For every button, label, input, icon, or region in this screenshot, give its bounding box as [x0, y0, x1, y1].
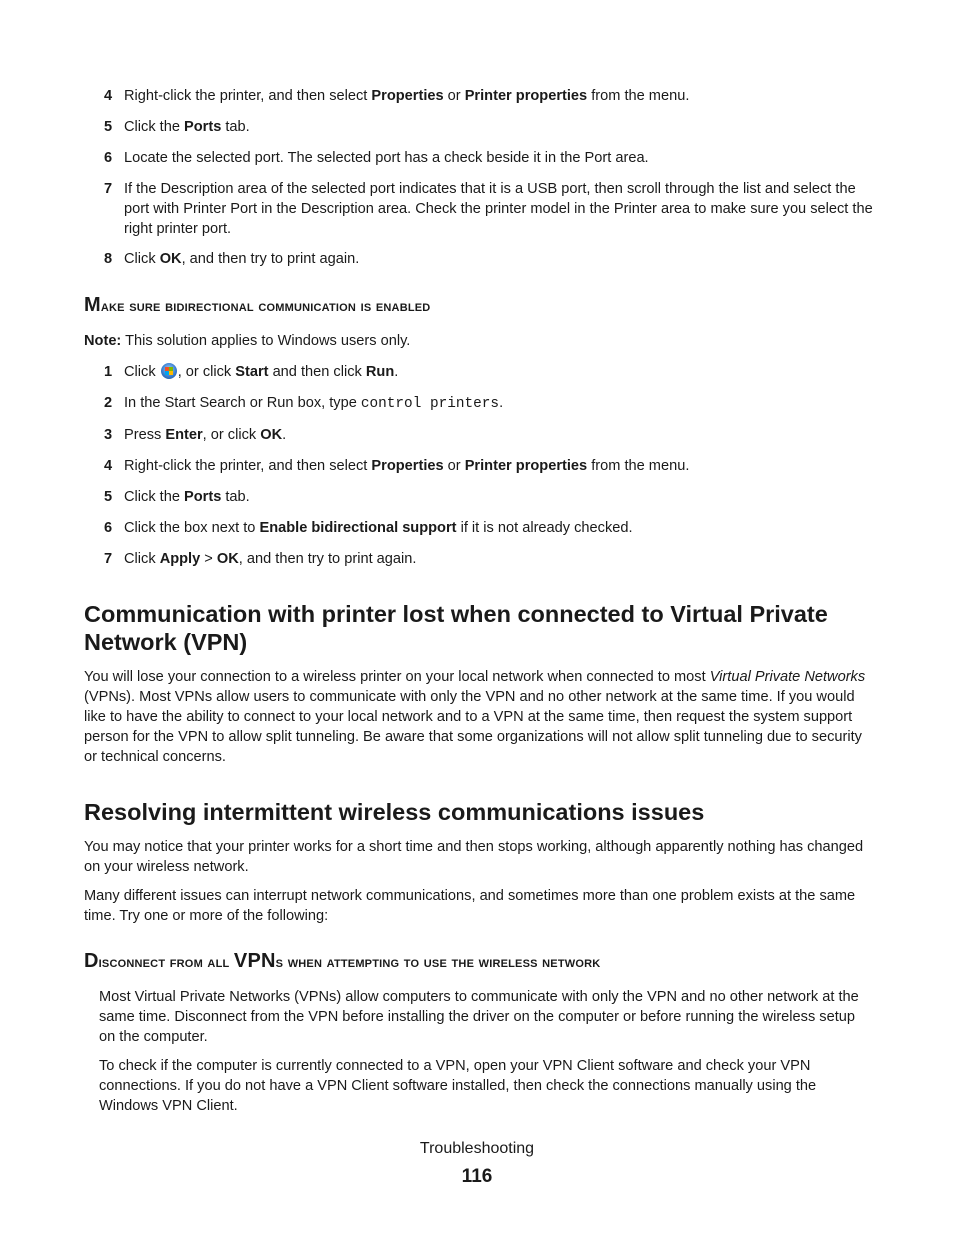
bold-run: Ports	[184, 489, 222, 505]
text-run: >	[200, 551, 217, 567]
bold-run: Enable bidirectional support	[259, 520, 457, 536]
text-run: , and then try to print again.	[181, 251, 360, 267]
step-text	[124, 487, 874, 507]
text-run: Press	[124, 427, 166, 443]
bold-run: Properties	[371, 458, 444, 474]
paragraph-disconnect-1: Most Virtual Private Networks (VPNs) allow computers to communicate with only the VPN and no other network at the same time. Disconnect from the VPN before installing the driver on the computer or before running the wireless setup on the computer.	[99, 989, 859, 1045]
text-run: Click	[124, 364, 160, 380]
heading-vpn: Communication with printer lost when connected to Virtual Private Network (VPN)	[84, 601, 828, 655]
step-text: Locate the selected port. The selected port has a check beside it in the Port area.	[124, 150, 649, 166]
heading-disconnect-vpns	[84, 950, 600, 973]
bold-run: Properties	[371, 88, 444, 104]
text-run: , or click	[202, 427, 261, 443]
step-number: 7	[104, 181, 113, 197]
text-run: .	[499, 395, 504, 411]
step-text	[124, 86, 874, 106]
text-run: from the menu.	[587, 88, 690, 104]
text-run: Click	[124, 551, 160, 567]
text-run: In the Start Search or Run box, type	[124, 395, 361, 411]
text-run: if it is not already checked.	[456, 520, 633, 536]
text-run: (VPNs). Most VPNs allow users to communicate with only the VPN and no other network at the same time. If you would like to have the ability to connect to your local network and to a VPN at the same time, then request the system support person for the VPN to allow split tunneling. Be aware that some organizations will not allow split tunneling due to security or technical concerns.	[84, 689, 862, 765]
text-run: Click the	[124, 119, 185, 135]
step-text	[124, 249, 874, 269]
text-run: and then click	[268, 364, 366, 380]
bold-run: OK	[260, 427, 283, 443]
heading-bidirectional	[84, 294, 430, 317]
text-run: from the menu.	[587, 458, 690, 474]
heading-rest: s when attempting to use the wireless network	[275, 954, 601, 971]
step-text	[124, 549, 874, 569]
step-text	[124, 518, 874, 538]
text-run: .	[282, 427, 287, 443]
text-run: or	[443, 458, 465, 474]
step-number: 5	[104, 489, 113, 505]
bold-run: Start	[235, 364, 269, 380]
note	[84, 331, 410, 351]
text-run: , or click	[177, 364, 236, 380]
windows-start-icon	[161, 363, 177, 379]
bold-run: Enter	[165, 427, 203, 443]
step-text: If the Description area of the selected port indicates that it is a USB port, then scroll through the list and select the port with Printer Port in the Description area. Check the printer model in the Printer area to make sure you select the right printer port.	[124, 181, 873, 237]
italic-run: Virtual Private Networks	[709, 669, 866, 685]
heading-initial: M	[84, 294, 101, 316]
paragraph-intermittent-1: You may notice that your printer works for a short time and then stops working, although apparently nothing has changed on your wireless network.	[84, 839, 864, 875]
bold-run: Run	[365, 364, 395, 380]
text-run: tab.	[221, 119, 250, 135]
text-run: Click the box next to	[124, 520, 260, 536]
step-number: 3	[104, 427, 113, 443]
bold-run: Apply	[159, 551, 201, 567]
heading-rest: ake sure bidirectional communication is enabled	[100, 298, 431, 315]
heading-intermittent: Resolving intermittent wireless communications issues	[84, 799, 705, 825]
step-number: 1	[104, 364, 113, 380]
step-number: 7	[104, 551, 113, 567]
text-run: Right-click the printer, and then select	[124, 458, 372, 474]
step-number: 2	[104, 395, 113, 411]
text-run: tab.	[221, 489, 250, 505]
page-number: 116	[461, 1166, 493, 1187]
text-run: , and then try to print again.	[238, 551, 417, 567]
text-run: Click the	[124, 489, 185, 505]
step-text	[124, 362, 874, 382]
bold-run: OK	[159, 251, 182, 267]
heading-acronym: VPN	[233, 950, 276, 972]
step-number: 5	[104, 119, 113, 135]
bold-run: OK	[216, 551, 239, 567]
note-label: Note:	[84, 333, 122, 349]
paragraph-vpn	[84, 667, 874, 767]
footer-section-label: Troubleshooting	[419, 1140, 535, 1157]
step-number: 6	[104, 150, 113, 166]
note-text: This solution applies to Windows users only.	[121, 333, 411, 349]
step-number: 8	[104, 251, 113, 267]
bold-run: Printer properties	[464, 458, 588, 474]
bold-run: Printer properties	[464, 88, 588, 104]
paragraph-disconnect-2: To check if the computer is currently connected to a VPN, open your VPN Client software and check your VPN connections. If you do not have a VPN Client software installed, then check the connections manually using the Windows VPN Client.	[99, 1058, 817, 1114]
step-text	[124, 456, 874, 476]
paragraph-intermittent-2: Many different issues can interrupt network communications, and sometimes more than one problem exists at the same time. Try one or more of the following:	[84, 888, 856, 924]
step-text	[124, 393, 874, 414]
bold-run: Ports	[184, 119, 222, 135]
code-run: control printers	[360, 396, 500, 412]
step-number: 4	[104, 88, 113, 104]
text-run: .	[394, 364, 399, 380]
text-run: Click	[124, 251, 160, 267]
step-number: 6	[104, 520, 113, 536]
text-run: Right-click the printer, and then select	[124, 88, 372, 104]
step-number: 4	[104, 458, 113, 474]
heading-rest: isconnect from all	[98, 954, 234, 971]
step-text	[124, 117, 874, 137]
text-run: You will lose your connection to a wireless printer on your local network when connected to most	[84, 669, 710, 685]
step-text	[124, 425, 874, 445]
text-run: or	[443, 88, 465, 104]
heading-initial: D	[84, 950, 99, 972]
